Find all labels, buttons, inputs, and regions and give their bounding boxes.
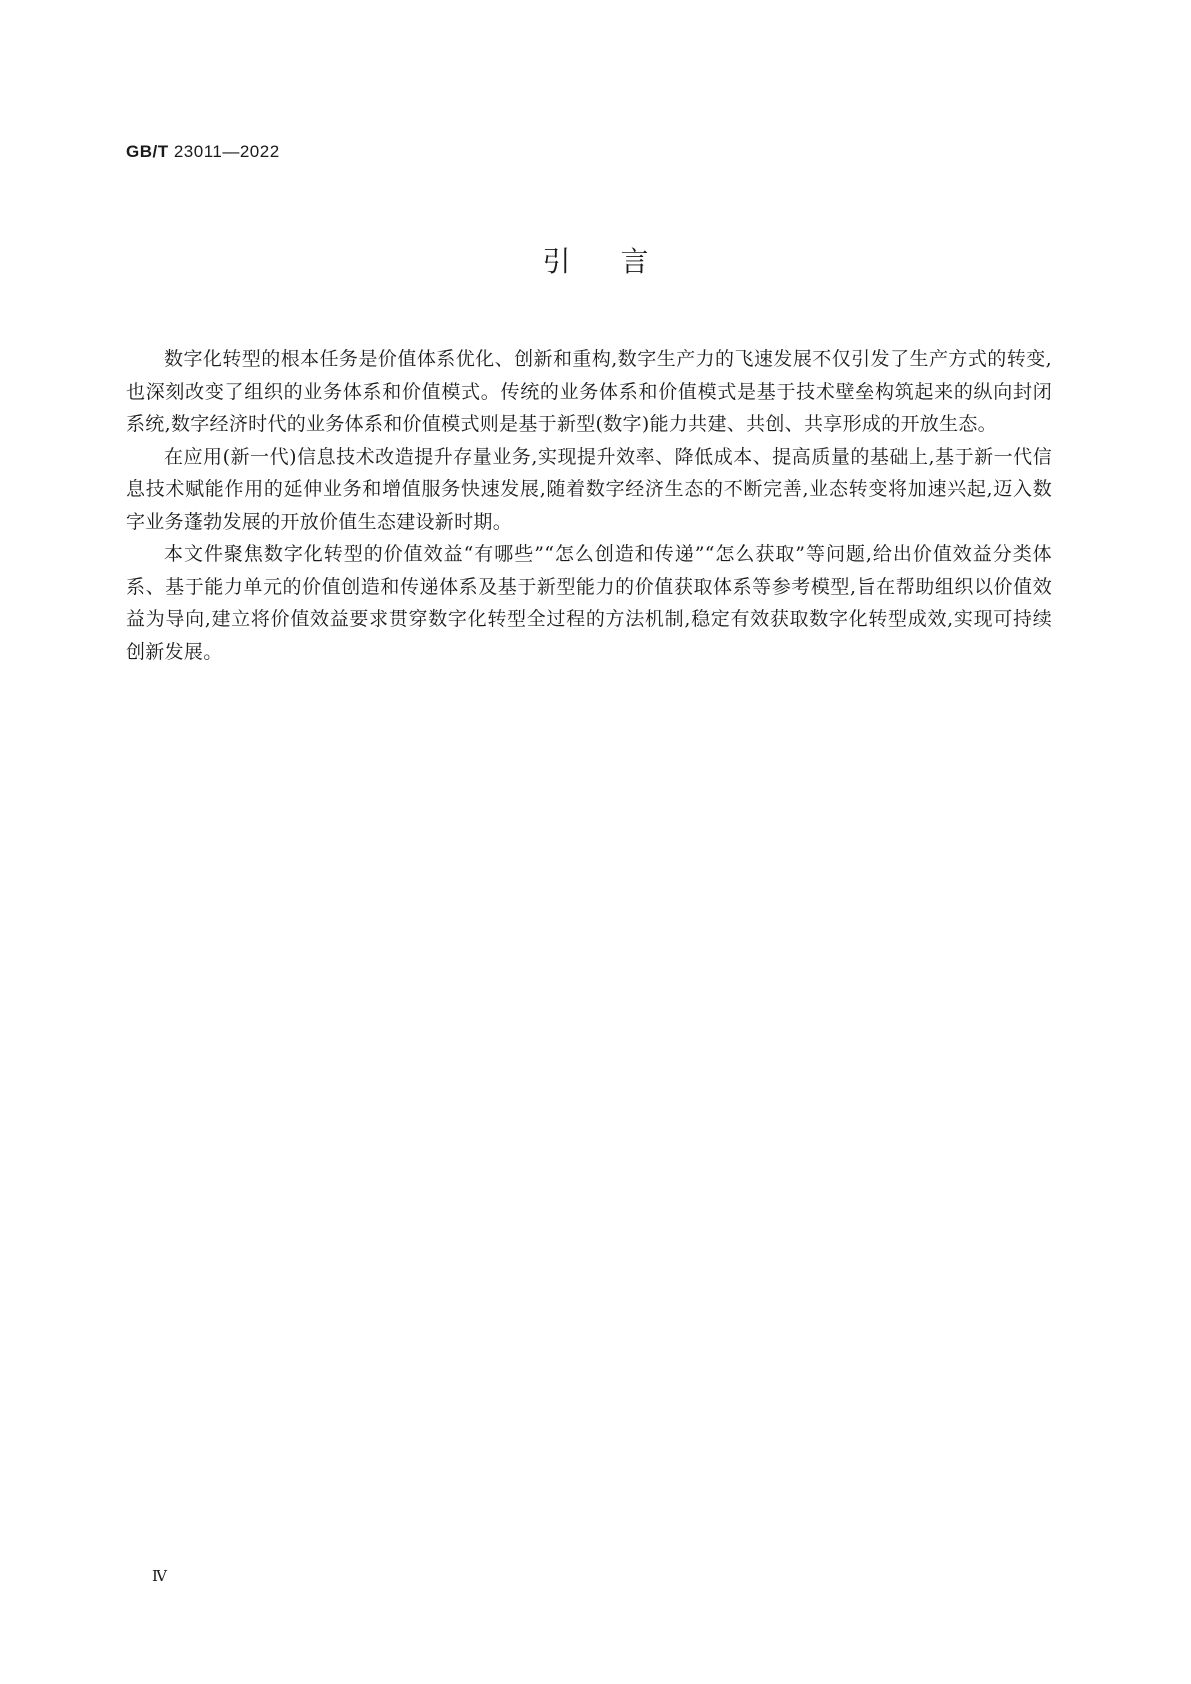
standard-number: 23011—2022 — [173, 142, 280, 161]
paragraph-1: 数字化转型的根本任务是价值体系优化、创新和重构,数字生产力的飞速发展不仅引发了生产方式的转变,也深刻改变了组织的业务体系和价值模式。传统的业务体系和价值模式是基于技术壁垒构筑起来的纵向封闭系统,数字经济时代的业务体系和价值模式则是基于新型(数字)能力共建、共创、共享形成的开放生态。 — [126, 348, 1052, 435]
page-title: 引言 — [542, 245, 699, 278]
standard-code — [126, 140, 280, 164]
paragraph-3: 本文件聚焦数字化转型的价值效益“有哪些”“怎么创造和传递”“怎么获取”等问题,给出价值效益分类体系、基于能力单元的价值创造和传递体系及基于新型能力的价值获取体系等参考模型,旨在帮助组织以价值效益为导向,建立将价值效益要求贯穿数字化转型全过程的方法机制,稳定有效获取数字化转型成效,实现可持续创新发展。 — [126, 543, 1052, 663]
paragraph-2: 在应用(新一代)信息技术改造提升存量业务,实现提升效率、降低成本、提高质量的基础上,基于新一代信息技术赋能作用的延伸业务和增值服务快速发展,随着数字经济生态的不断完善,业态转变将加速兴起,迈入数字业务蓬勃发展的开放价值生态建设新时期。 — [126, 445, 1052, 533]
introduction-body — [126, 343, 1052, 668]
page-number: Ⅳ — [152, 1567, 167, 1585]
standard-prefix: GB/T — [126, 142, 169, 161]
